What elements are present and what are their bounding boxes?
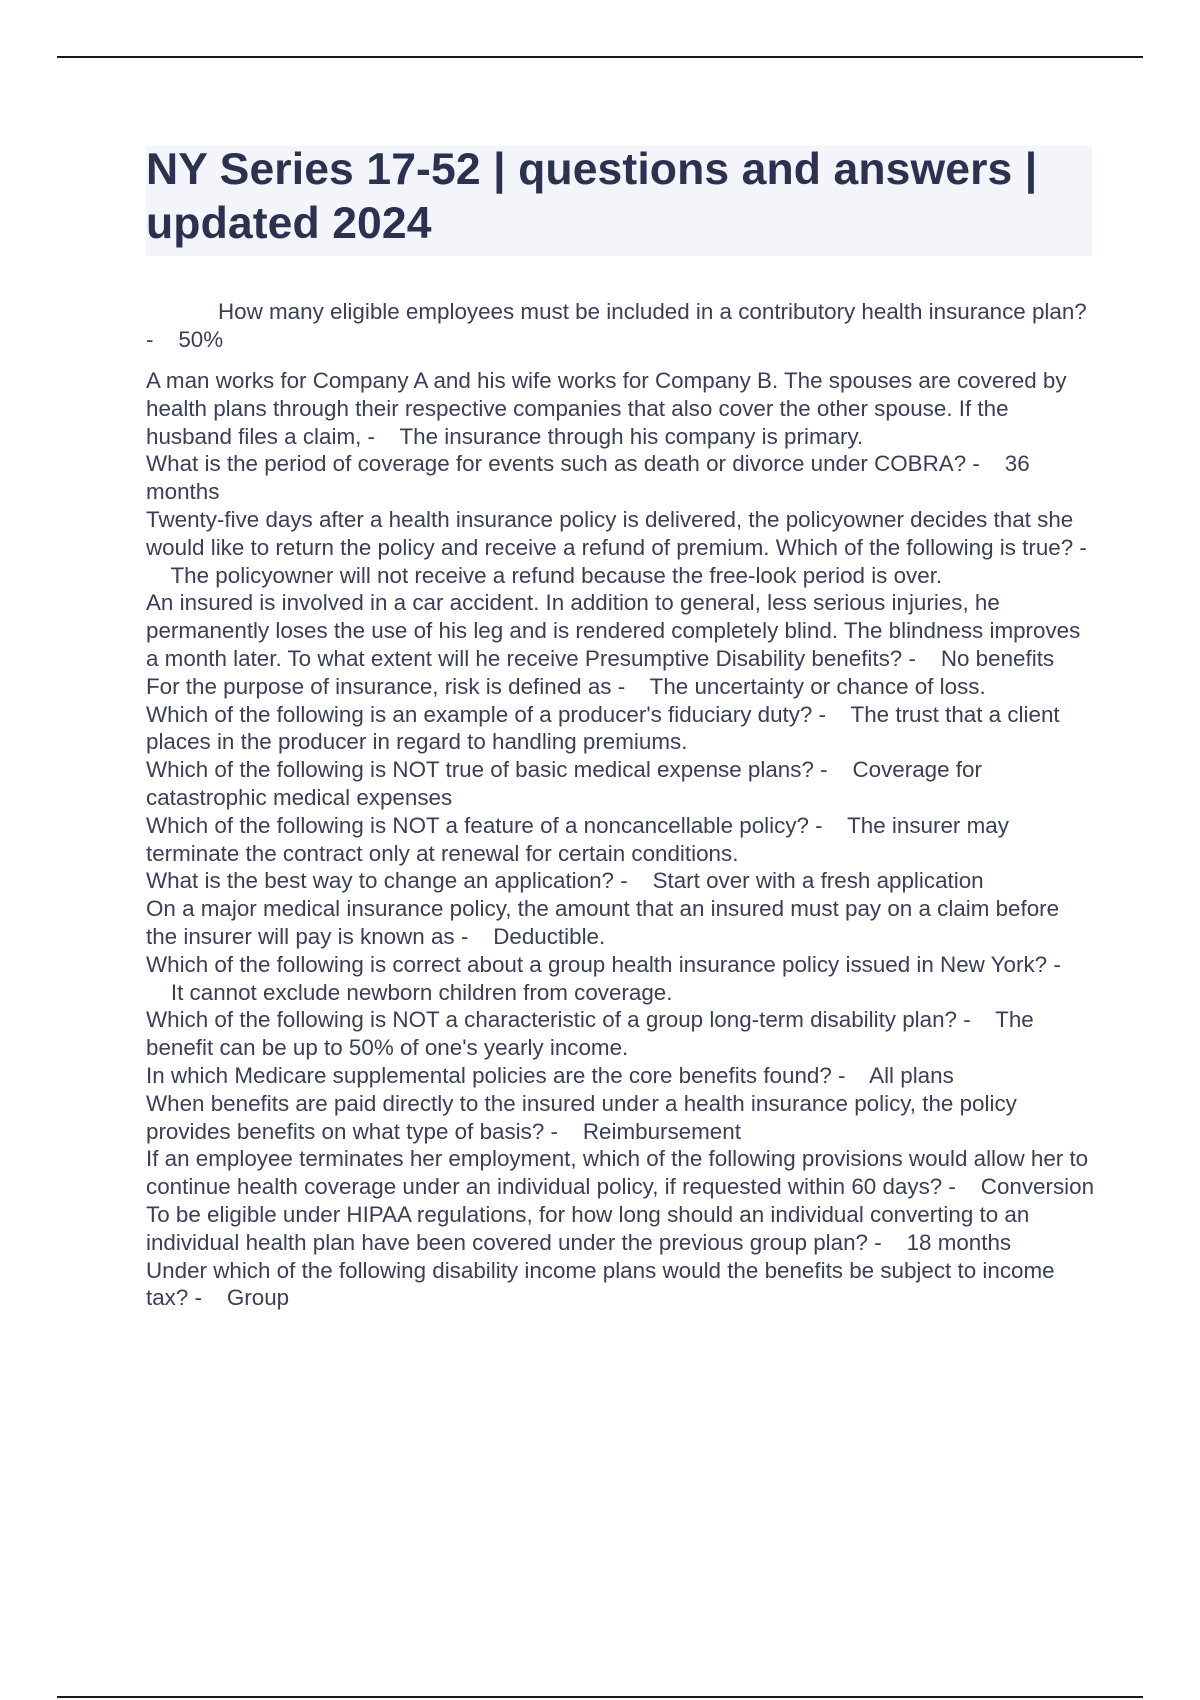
qa-item — [146, 450, 1096, 506]
answer-text: Conversion — [980, 1174, 1095, 1200]
answer-text: It cannot exclude newborn children from coverage. — [170, 979, 673, 1005]
question-text: A man works for Company A and his wife works for Company B. The spouses are covered by health plans through their respective companies that also cover the other spouse. If the husband files a claim, - — [146, 368, 1067, 449]
question-text: Which of the following is NOT a characteristic of a group long-term disability plan? - — [146, 1007, 971, 1033]
qa-item — [146, 756, 1096, 812]
question-text: Which of the following is NOT true of basic medical expense plans? - — [146, 757, 828, 783]
qa-item — [146, 1006, 1096, 1062]
question-text: If an employee terminates her employment, which of the following provisions would allow her to continue health coverage under an individual policy, if requested within 60 days? - — [146, 1146, 1089, 1200]
question-text: What is the best way to change an application? - — [146, 868, 628, 894]
question-text: Under which of the following disability income plans would the benefits be subject to income tax? - — [146, 1257, 1055, 1311]
question-text: For the purpose of insurance, risk is defined as - — [146, 673, 626, 699]
answer-text: The insurer may terminate the contract only at renewal for certain conditions. — [146, 812, 1009, 866]
question-text: To be eligible under HIPAA regulations, for how long should an individual converting to an individual health plan have been covered under the previous group plan? - — [146, 1201, 1030, 1255]
question-text: Which of the following is correct about a group health insurance policy issued in New York? - — [146, 951, 1061, 977]
question-text: How many eligible employees must be included in a contributory health insurance plan? - — [146, 299, 1087, 352]
answer-text: Deductible. — [493, 923, 606, 949]
answer-text: 18 months — [906, 1229, 1012, 1255]
answer-text: Coverage for catastrophic medical expenses — [146, 757, 982, 810]
answer-text: Group — [226, 1285, 290, 1311]
qa-item — [146, 1257, 1096, 1313]
question-text: Which of the following is an example of a producer's fiduciary duty? - — [146, 701, 827, 727]
qa-item — [146, 895, 1096, 951]
answer-text: The policyowner will not receive a refund because the free-look period is over. — [170, 562, 943, 588]
top-rule — [57, 56, 1143, 58]
answer-text: 36 months — [146, 451, 1030, 505]
qa-item — [146, 1090, 1096, 1146]
qa-item — [146, 367, 1096, 450]
question-text: On a major medical insurance policy, the amount that an insured must pay on a claim before the insurer will pay is known as - — [146, 896, 1060, 949]
question-text: What is the period of coverage for events such as death or divorce under COBRA? - — [146, 451, 980, 477]
answer-text: All plans — [869, 1062, 954, 1088]
answer-text: No benefits — [940, 645, 1055, 671]
document-title: NY Series 17-52 | questions and answers | updated 2024 — [146, 145, 1038, 248]
qa-item — [146, 1145, 1096, 1201]
qa-item — [146, 1062, 1096, 1090]
question-text: In which Medicare supplemental policies are the core benefits found? - — [146, 1062, 846, 1088]
qa-item — [146, 701, 1096, 757]
answer-text: Start over with a fresh application — [652, 868, 984, 894]
answer-text: The benefit can be up to 50% of one's yearly income. — [146, 1007, 1034, 1061]
qa-item — [146, 506, 1096, 589]
qa-item — [146, 1201, 1096, 1257]
question-text: When benefits are paid directly to the insured under a health insurance policy, the policy provides benefits on what type of basis? - — [146, 1090, 1017, 1144]
question-text: Which of the following is NOT a feature of a noncancellable policy? - — [146, 812, 823, 838]
answer-text: Reimbursement — [582, 1118, 741, 1144]
qa-item — [146, 673, 1096, 701]
answer-text: The uncertainty or chance of loss. — [649, 673, 986, 699]
qa-item — [146, 298, 1096, 354]
question-text: An insured is involved in a car accident. In addition to general, less serious injuries, he permanently loses the use of his leg and is rendered completely blind. The blindness improves a month later. To what extent will he receive Presumptive Disability benefits? - — [146, 590, 1081, 671]
answer-text: The insurance through his company is primary. — [399, 423, 864, 449]
qa-list — [146, 298, 1096, 1312]
qa-item — [146, 951, 1096, 1007]
bottom-rule — [57, 1696, 1143, 1698]
qa-item — [146, 812, 1096, 868]
answer-text: 50% — [178, 327, 224, 352]
qa-item — [146, 589, 1096, 672]
qa-item — [146, 867, 1096, 895]
question-text: Twenty-five days after a health insurance policy is delivered, the policyowner decides that she would like to return the policy and receive a refund of premium. Which of the following is true? - — [146, 506, 1087, 560]
answer-text: The trust that a client places in the producer in regard to handling premiums. — [146, 701, 1060, 755]
